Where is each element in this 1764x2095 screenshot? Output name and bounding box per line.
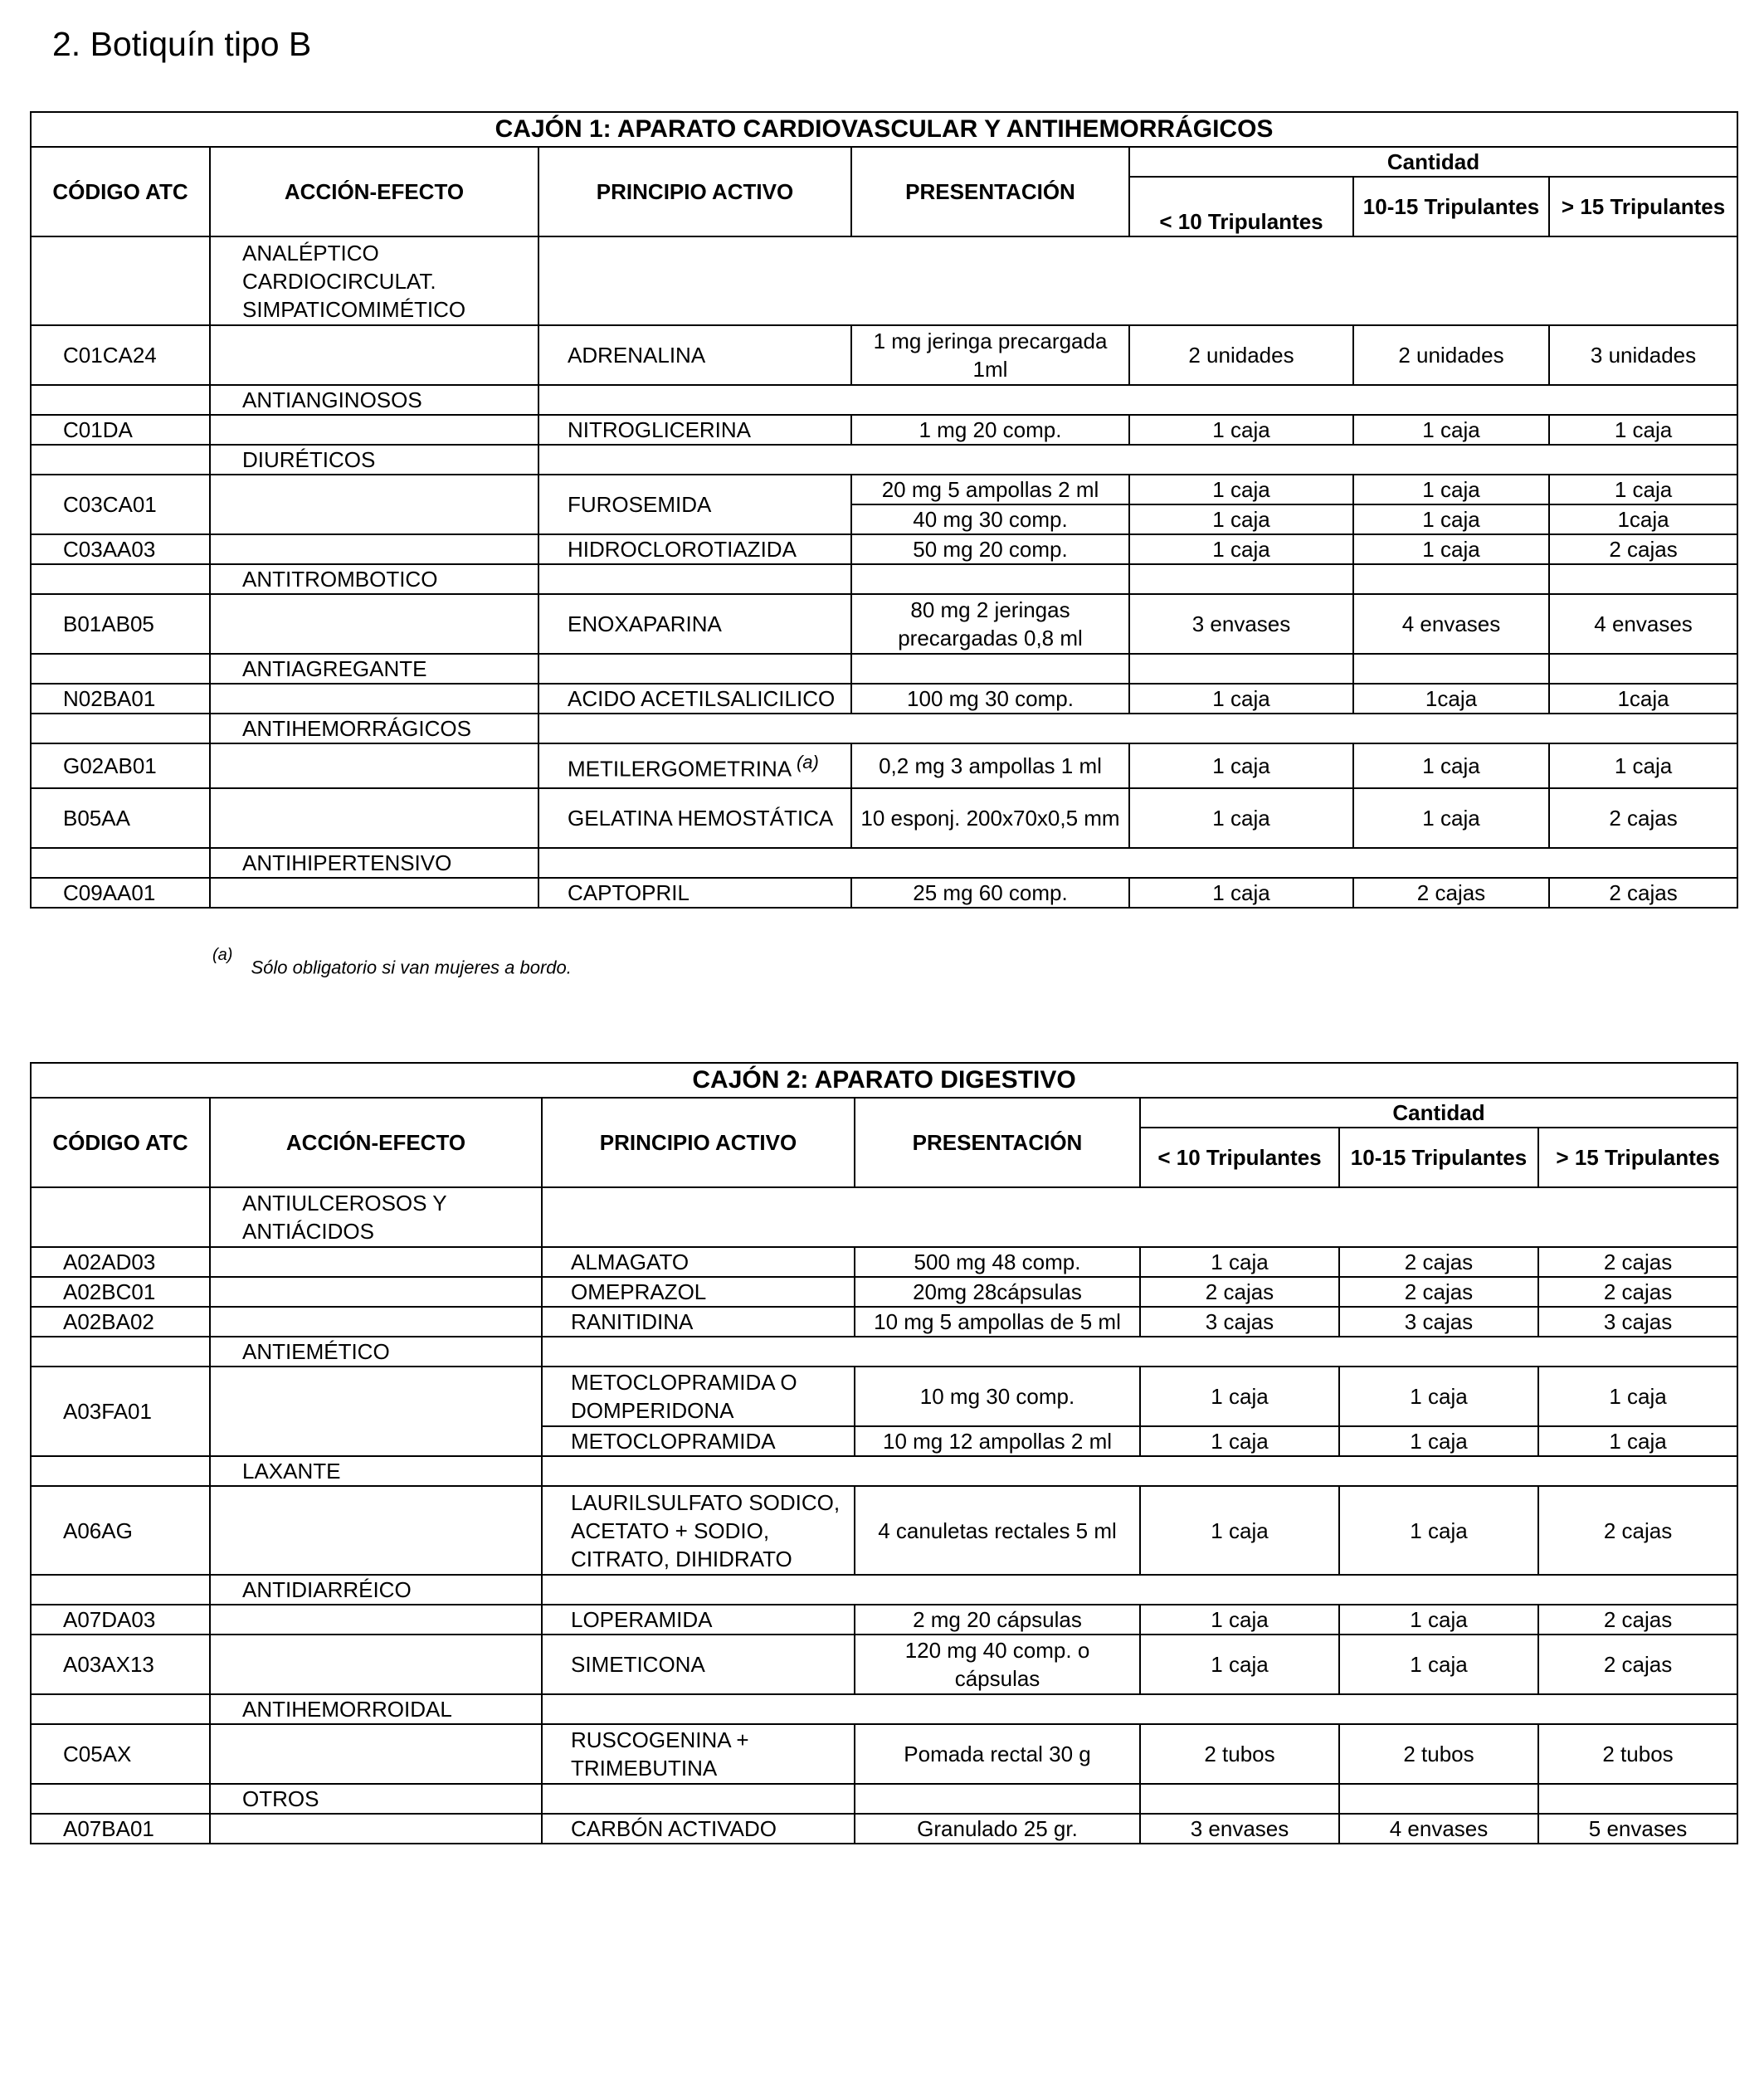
qty-small: 1 caja bbox=[1129, 743, 1353, 788]
principio-activo: ALMAGATO bbox=[542, 1247, 855, 1277]
group-row bbox=[31, 654, 1737, 684]
atc-code: C03CA01 bbox=[31, 475, 210, 534]
cajon-2-table bbox=[30, 1062, 1738, 1844]
qty-small: 1 caja bbox=[1129, 684, 1353, 714]
qty-medium: 1caja bbox=[1353, 684, 1549, 714]
qty-large: 2 cajas bbox=[1549, 788, 1737, 848]
group-row bbox=[31, 564, 1737, 594]
header-codigo: CÓDIGO ATC bbox=[31, 1098, 210, 1187]
principio-activo: NITROGLICERINA bbox=[538, 415, 851, 445]
table-row bbox=[31, 475, 1737, 504]
qty-small: 1 caja bbox=[1140, 1486, 1339, 1575]
group-row bbox=[31, 714, 1737, 743]
presentacion: 120 mg 40 comp. o cápsulas bbox=[855, 1635, 1140, 1694]
table-row bbox=[31, 594, 1737, 654]
header-accion: ACCIÓN-EFECTO bbox=[210, 147, 538, 236]
presentacion: 1 mg 20 comp. bbox=[851, 415, 1129, 445]
presentacion: 4 canuletas rectales 5 ml bbox=[855, 1486, 1140, 1575]
atc-code: B01AB05 bbox=[31, 594, 210, 654]
table-row bbox=[31, 1814, 1737, 1844]
group-row bbox=[31, 1456, 1737, 1486]
qty-small: 1 caja bbox=[1129, 788, 1353, 848]
qty-small: 1 caja bbox=[1140, 1635, 1339, 1694]
qty-medium: 2 tubos bbox=[1339, 1724, 1538, 1784]
principio-activo: ENOXAPARINA bbox=[538, 594, 851, 654]
qty-medium: 2 cajas bbox=[1339, 1247, 1538, 1277]
principio-activo: ACIDO ACETILSALICILICO bbox=[538, 684, 851, 714]
atc-code: A02AD03 bbox=[31, 1247, 210, 1277]
qty-large: 1 caja bbox=[1549, 475, 1737, 504]
group-label: ANTIHEMORRÁGICOS bbox=[210, 714, 538, 743]
presentacion: 100 mg 30 comp. bbox=[851, 684, 1129, 714]
group-row bbox=[31, 1187, 1737, 1247]
qty-small: 1 caja bbox=[1140, 1426, 1339, 1456]
group-label: ANTITROMBOTICO bbox=[210, 564, 538, 594]
group-row bbox=[31, 385, 1737, 415]
qty-large: 2 cajas bbox=[1538, 1605, 1737, 1635]
principio-activo: OMEPRAZOL bbox=[542, 1277, 855, 1307]
qty-medium: 1 caja bbox=[1339, 1367, 1538, 1426]
presentacion: 50 mg 20 comp. bbox=[851, 534, 1129, 564]
principio-activo: LOPERAMIDA bbox=[542, 1605, 855, 1635]
qty-large: 2 cajas bbox=[1549, 534, 1737, 564]
group-row bbox=[31, 848, 1737, 878]
presentacion: 10 mg 5 ampollas de 5 ml bbox=[855, 1307, 1140, 1337]
atc-code: C09AA01 bbox=[31, 878, 210, 908]
presentacion: 2 mg 20 cápsulas bbox=[855, 1605, 1140, 1635]
qty-medium: 1 caja bbox=[1353, 743, 1549, 788]
atc-code: G02AB01 bbox=[31, 743, 210, 788]
table-row bbox=[31, 415, 1737, 445]
group-label: ANTIULCEROSOS Y ANTIÁCIDOS bbox=[210, 1187, 542, 1247]
table-row bbox=[31, 1277, 1737, 1307]
principio-activo: METOCLOPRAMIDA O DOMPERIDONA bbox=[542, 1367, 855, 1426]
footnote-mark: (a) bbox=[212, 946, 233, 964]
qty-small: 1 caja bbox=[1129, 475, 1353, 504]
presentacion: 20mg 28cápsulas bbox=[855, 1277, 1140, 1307]
footnote bbox=[212, 946, 572, 978]
qty-medium: 1 caja bbox=[1353, 475, 1549, 504]
principio-activo: RUSCOGENINA + TRIMEBUTINA bbox=[542, 1724, 855, 1784]
qty-medium: 4 envases bbox=[1353, 594, 1549, 654]
table-row bbox=[31, 788, 1737, 848]
atc-code: C03AA03 bbox=[31, 534, 210, 564]
table-row bbox=[31, 684, 1737, 714]
qty-medium: 1 caja bbox=[1353, 415, 1549, 445]
presentacion: 20 mg 5 ampollas 2 ml bbox=[851, 475, 1129, 504]
group-label: ANTIANGINOSOS bbox=[210, 385, 538, 415]
principio-activo: ADRENALINA bbox=[538, 325, 851, 385]
header-qty-small: < 10 Tripulantes bbox=[1140, 1128, 1339, 1187]
table-row bbox=[31, 878, 1737, 908]
qty-large: 2 tubos bbox=[1538, 1724, 1737, 1784]
qty-small: 1 caja bbox=[1129, 878, 1353, 908]
presentacion: 25 mg 60 comp. bbox=[851, 878, 1129, 908]
group-label: LAXANTE bbox=[210, 1456, 542, 1486]
header-qty-large: > 15 Tripulantes bbox=[1538, 1128, 1737, 1187]
atc-code: C05AX bbox=[31, 1724, 210, 1784]
qty-medium: 1 caja bbox=[1339, 1486, 1538, 1575]
table-row bbox=[31, 325, 1737, 385]
table-row bbox=[31, 743, 1737, 788]
atc-code: C01DA bbox=[31, 415, 210, 445]
qty-medium: 3 cajas bbox=[1339, 1307, 1538, 1337]
group-label: ANTIHIPERTENSIVO bbox=[210, 848, 538, 878]
qty-small: 1 caja bbox=[1129, 504, 1353, 534]
header-qty-medium: 10-15 Tripulantes bbox=[1339, 1128, 1538, 1187]
header-cantidad: Cantidad bbox=[1140, 1098, 1737, 1128]
presentacion: Granulado 25 gr. bbox=[855, 1814, 1140, 1844]
atc-code: A03FA01 bbox=[31, 1367, 210, 1456]
qty-small: 3 envases bbox=[1129, 594, 1353, 654]
header-principio: PRINCIPIO ACTIVO bbox=[538, 147, 851, 236]
principio-activo: METOCLOPRAMIDA bbox=[542, 1426, 855, 1456]
qty-medium: 1 caja bbox=[1339, 1426, 1538, 1456]
qty-large: 5 envases bbox=[1538, 1814, 1737, 1844]
group-label: ANTIAGREGANTE bbox=[210, 654, 538, 684]
qty-small: 1 caja bbox=[1140, 1247, 1339, 1277]
qty-medium: 1 caja bbox=[1353, 504, 1549, 534]
presentacion: 1 mg jeringa precargada 1ml bbox=[851, 325, 1129, 385]
header-qty-small: < 10 Tripulantes bbox=[1129, 177, 1353, 236]
principio-activo: SIMETICONA bbox=[542, 1635, 855, 1694]
qty-large: 1 caja bbox=[1538, 1426, 1737, 1456]
qty-medium: 2 unidades bbox=[1353, 325, 1549, 385]
qty-medium: 1 caja bbox=[1353, 788, 1549, 848]
header-accion: ACCIÓN-EFECTO bbox=[210, 1098, 542, 1187]
principio-activo: CAPTOPRIL bbox=[538, 878, 851, 908]
qty-large: 1caja bbox=[1549, 504, 1737, 534]
atc-code: N02BA01 bbox=[31, 684, 210, 714]
qty-medium: 1 caja bbox=[1339, 1605, 1538, 1635]
qty-large: 2 cajas bbox=[1538, 1486, 1737, 1575]
footnote-text: Sólo obligatorio si van mujeres a bordo. bbox=[251, 957, 572, 978]
qty-medium: 2 cajas bbox=[1339, 1277, 1538, 1307]
header-qty-large: > 15 Tripulantes bbox=[1549, 177, 1737, 236]
qty-medium: 4 envases bbox=[1339, 1814, 1538, 1844]
group-label: ANTIDIARRÉICO bbox=[210, 1575, 542, 1605]
presentacion: 0,2 mg 3 ampollas 1 ml bbox=[851, 743, 1129, 788]
atc-code: A07BA01 bbox=[31, 1814, 210, 1844]
qty-small: 1 caja bbox=[1129, 415, 1353, 445]
qty-large: 3 cajas bbox=[1538, 1307, 1737, 1337]
table-row bbox=[31, 534, 1737, 564]
table-row bbox=[31, 1486, 1737, 1575]
header-principio: PRINCIPIO ACTIVO bbox=[542, 1098, 855, 1187]
principio-activo: RANITIDINA bbox=[542, 1307, 855, 1337]
presentacion: 10 mg 12 ampollas 2 ml bbox=[855, 1426, 1140, 1456]
table-row bbox=[31, 1367, 1737, 1426]
atc-code: A07DA03 bbox=[31, 1605, 210, 1635]
group-row bbox=[31, 236, 1737, 325]
atc-code: C01CA24 bbox=[31, 325, 210, 385]
presentacion: 40 mg 30 comp. bbox=[851, 504, 1129, 534]
presentacion: Pomada rectal 30 g bbox=[855, 1724, 1140, 1784]
qty-large: 2 cajas bbox=[1538, 1277, 1737, 1307]
group-row bbox=[31, 1337, 1737, 1367]
atc-code: A06AG bbox=[31, 1486, 210, 1575]
qty-medium: 2 cajas bbox=[1353, 878, 1549, 908]
group-label: OTROS bbox=[210, 1784, 542, 1814]
header-cantidad: Cantidad bbox=[1129, 147, 1737, 177]
qty-large: 2 cajas bbox=[1538, 1247, 1737, 1277]
qty-small: 1 caja bbox=[1140, 1605, 1339, 1635]
group-row bbox=[31, 1575, 1737, 1605]
group-label: ANTIHEMORROIDAL bbox=[210, 1694, 542, 1724]
header-presentacion: PRESENTACIÓN bbox=[855, 1098, 1140, 1187]
footnote-marker: (a) bbox=[796, 752, 819, 773]
qty-large: 4 envases bbox=[1549, 594, 1737, 654]
principio-activo: GELATINA HEMOSTÁTICA bbox=[538, 788, 851, 848]
qty-small: 1 caja bbox=[1129, 534, 1353, 564]
atc-code: B05AA bbox=[31, 788, 210, 848]
group-label: ANALÉPTICO CARDIOCIRCULAT. SIMPATICOMIMÉTICO bbox=[210, 236, 538, 325]
table-row bbox=[31, 1635, 1737, 1694]
group-row bbox=[31, 1694, 1737, 1724]
qty-small: 2 cajas bbox=[1140, 1277, 1339, 1307]
header-qty-medium: 10-15 Tripulantes bbox=[1353, 177, 1549, 236]
table-row bbox=[31, 1307, 1737, 1337]
qty-small: 1 caja bbox=[1140, 1367, 1339, 1426]
page-title: 2. Botiquín tipo B bbox=[52, 25, 312, 63]
presentacion: 500 mg 48 comp. bbox=[855, 1247, 1140, 1277]
atc-code: A03AX13 bbox=[31, 1635, 210, 1694]
header-presentacion: PRESENTACIÓN bbox=[851, 147, 1129, 236]
group-row bbox=[31, 1784, 1737, 1814]
group-label: DIURÉTICOS bbox=[210, 445, 538, 475]
principio-activo: FUROSEMIDA bbox=[538, 475, 851, 534]
presentacion: 80 mg 2 jeringas precargadas 0,8 ml bbox=[851, 594, 1129, 654]
qty-small: 2 unidades bbox=[1129, 325, 1353, 385]
principio-activo bbox=[538, 743, 851, 788]
cajon-1-table bbox=[30, 111, 1738, 909]
qty-large: 3 unidades bbox=[1549, 325, 1737, 385]
qty-large: 1 caja bbox=[1538, 1367, 1737, 1426]
qty-medium: 1 caja bbox=[1339, 1635, 1538, 1694]
table-row bbox=[31, 1724, 1737, 1784]
qty-large: 2 cajas bbox=[1538, 1635, 1737, 1694]
group-label: ANTIEMÉTICO bbox=[210, 1337, 542, 1367]
principio-activo: CARBÓN ACTIVADO bbox=[542, 1814, 855, 1844]
table-caption: CAJÓN 2: APARATO DIGESTIVO bbox=[31, 1063, 1737, 1098]
drug-name: METILERGOMETRINA bbox=[568, 756, 791, 782]
header-codigo: CÓDIGO ATC bbox=[31, 147, 210, 236]
principio-activo: HIDROCLOROTIAZIDA bbox=[538, 534, 851, 564]
atc-code: A02BC01 bbox=[31, 1277, 210, 1307]
qty-large: 1caja bbox=[1549, 684, 1737, 714]
qty-large: 2 cajas bbox=[1549, 878, 1737, 908]
principio-activo: LAURILSULFATO SODICO, ACETATO + SODIO, CITRATO, DIHIDRATO bbox=[542, 1486, 855, 1575]
qty-small: 3 envases bbox=[1140, 1814, 1339, 1844]
presentacion: 10 esponj. 200x70x0,5 mm bbox=[851, 788, 1129, 848]
table-row bbox=[31, 1605, 1737, 1635]
qty-large: 1 caja bbox=[1549, 415, 1737, 445]
atc-code: A02BA02 bbox=[31, 1307, 210, 1337]
presentacion: 10 mg 30 comp. bbox=[855, 1367, 1140, 1426]
qty-medium: 1 caja bbox=[1353, 534, 1549, 564]
qty-small: 3 cajas bbox=[1140, 1307, 1339, 1337]
qty-small: 2 tubos bbox=[1140, 1724, 1339, 1784]
group-row bbox=[31, 445, 1737, 475]
table-row bbox=[31, 1247, 1737, 1277]
qty-large: 1 caja bbox=[1549, 743, 1737, 788]
table-caption: CAJÓN 1: APARATO CARDIOVASCULAR Y ANTIHEMORRÁGICOS bbox=[31, 112, 1737, 147]
